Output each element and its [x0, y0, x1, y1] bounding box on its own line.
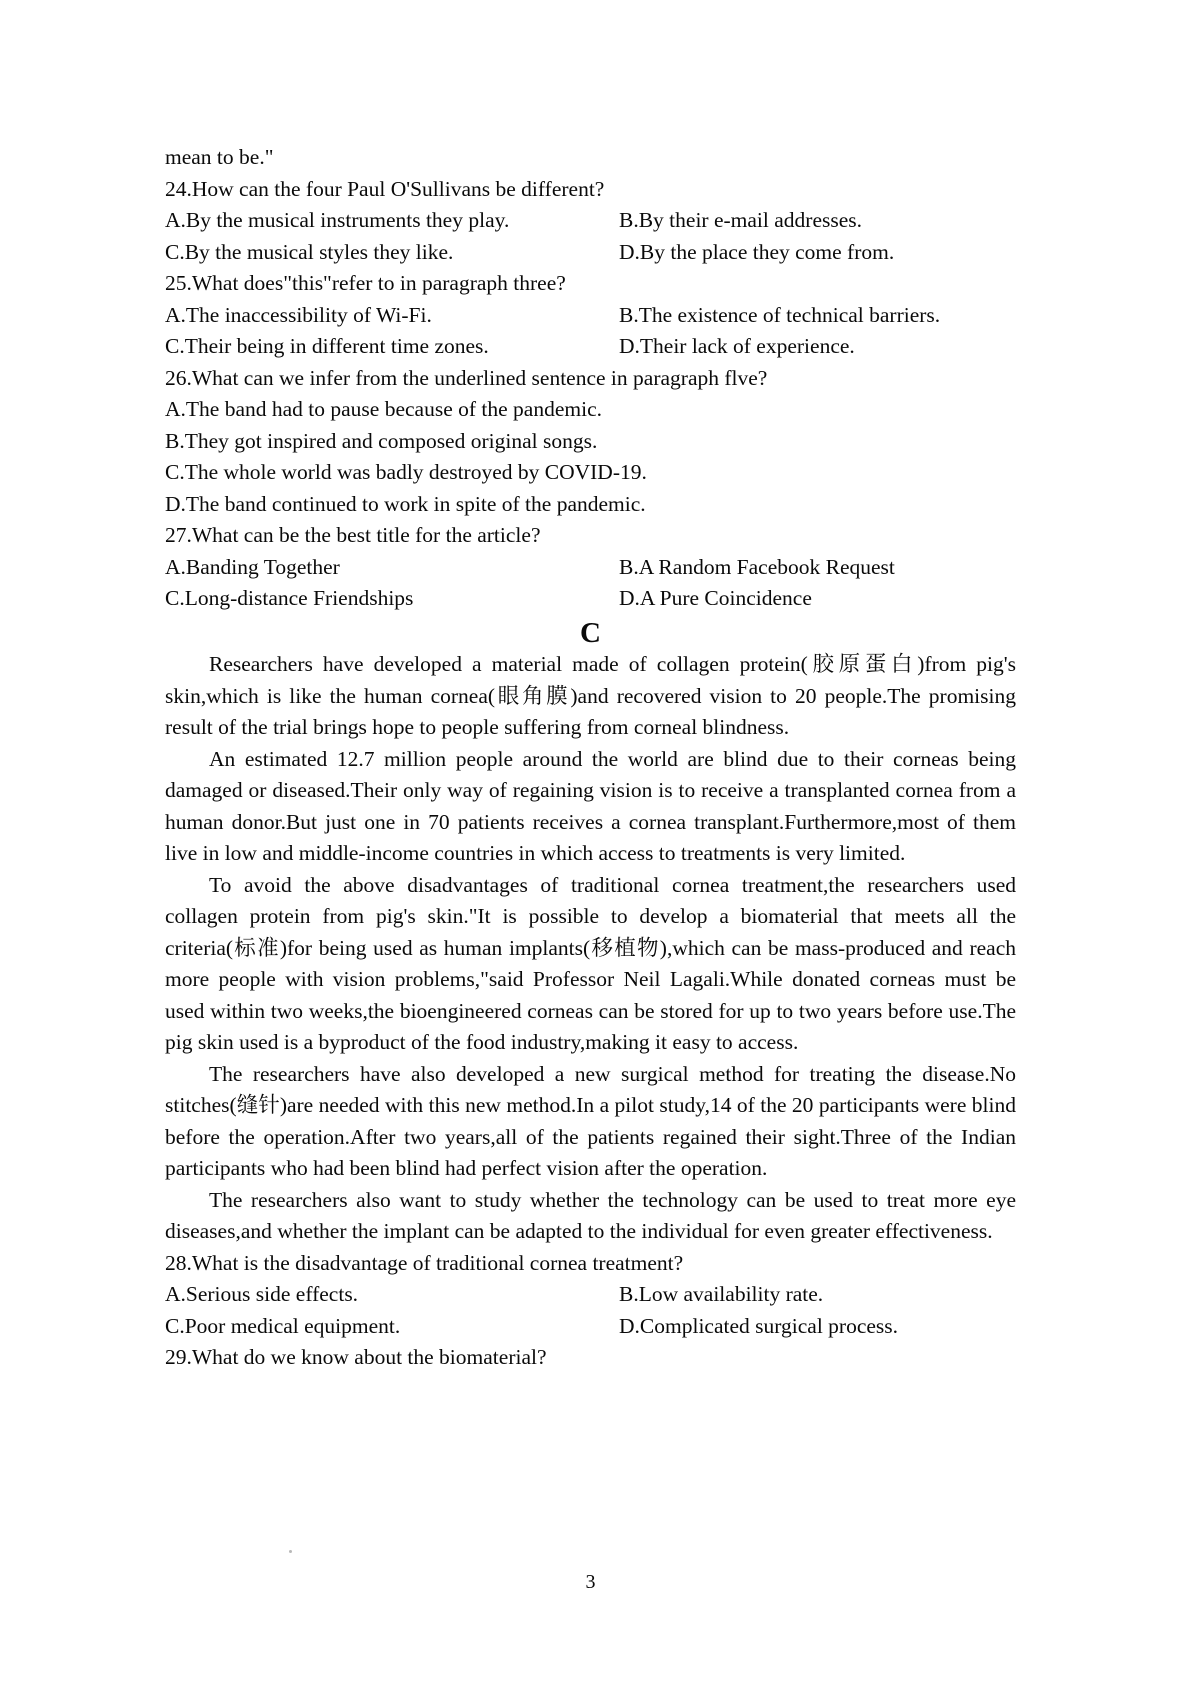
page-number: 3 — [585, 1571, 596, 1593]
question-28-option-d: D.Complicated surgical process. — [619, 1313, 899, 1338]
question-24-option-b: B.By their e-mail addresses. — [619, 208, 863, 232]
question-27-option-a: A.Banding Together — [165, 554, 340, 579]
question-28-option-b: B.Low availability rate. — [619, 1282, 824, 1306]
scan-speck — [289, 1550, 292, 1553]
passage-paragraph-2: An estimated 12.7 million people around the world are blind due to their corneas being damaged or diseased.Their only way of regaining vision is to receive a transplanted cornea from a human donor.But just one in 70 patients receives a cornea transplant.Furthermore,most of them live in low and middle-income countries in which access to treatments is very limited. — [165, 746, 1016, 865]
section-c-heading: C — [580, 616, 601, 649]
question-25-option-c: C.Their being in different time zones. — [165, 334, 489, 358]
question-26-stem: 26.What can we infer from the underlined sentence in paragraph flve? — [165, 365, 768, 390]
passage-paragraph-4: The researchers have also developed a new surgical method for treating the disease.No stitches(缝针)are needed with this new method.In a pilot study,14 of the 20 participants were blind before the operation.After two years,all of the patients regained their sight.Three of the Indian participants who had been blind had perfect vision after the operation. — [165, 1061, 1016, 1180]
question-28-option-a: A.Serious side effects. — [165, 1282, 359, 1306]
question-25-options-row-1 — [165, 300, 1016, 332]
question-24-options-row-1 — [165, 205, 1016, 237]
question-24-options-row-2 — [165, 237, 1016, 269]
question-28-stem: 28.What is the disadvantage of traditional cornea treatment? — [165, 1250, 684, 1275]
question-28-options-row-1 — [165, 1279, 1016, 1311]
question-26-option-a: A.The band had to pause because of the pandemic. — [165, 397, 603, 421]
text-column — [165, 142, 1016, 1374]
passage-paragraph-3: To avoid the above disadvantages of traditional cornea treatment,the researchers used collagen protein from pig's skin."It is possible to develop a biomaterial that meets all the criteria(标准)for being used as human implants(移植物),which can be mass-produced and reach more people with vision problems,"said Professor Neil Lagali.While donated corneas must be used within two weeks,the bioengineered corneas can be stored for up to two years before use.The pig skin used is a byproduct of the food industry,making it easy to access. — [165, 872, 1016, 1054]
question-27-stem: 27.What can be the best title for the article? — [165, 523, 541, 547]
question-24-option-c: C.By the musical styles they like. — [165, 239, 454, 264]
question-24-option-d: D.By the place they come from. — [619, 239, 895, 264]
question-24-stem: 24.How can the four Paul O'Sullivans be different? — [165, 176, 605, 201]
question-27-option-b: B.A Random Facebook Request — [619, 554, 895, 579]
question-25-option-d: D.Their lack of experience. — [619, 334, 855, 358]
question-25-option-b: B.The existence of technical barriers. — [619, 302, 941, 327]
question-24-option-a: A.By the musical instruments they play. — [165, 208, 510, 232]
question-29-stem: 29.What do we know about the biomaterial? — [165, 1345, 547, 1369]
question-27-options-row-2 — [165, 583, 1016, 615]
question-27-option-d: D.A Pure Coincidence — [619, 586, 812, 610]
carryover-text-fragment: mean to be." — [165, 145, 274, 169]
passage-paragraph-1: Researchers have developed a material made of collagen protein(胶原蛋白)from pig's skin,which is like the human cornea(眼角膜)and recovered vision to 20 people.The promising result of the trial brings hope to people suffering from corneal blindness. — [165, 652, 1016, 739]
question-25-options-row-2 — [165, 331, 1016, 363]
question-26-option-d: D.The band continued to work in spite of the pandemic. — [165, 491, 646, 516]
question-25-stem: 25.What does"this"refer to in paragraph three? — [165, 271, 566, 295]
question-26-option-c: C.The whole world was badly destroyed by COVID-19. — [165, 460, 647, 484]
question-28-options-row-2 — [165, 1311, 1016, 1343]
question-25-option-a: A.The inaccessibility of Wi-Fi. — [165, 302, 432, 327]
question-26-option-b: B.They got inspired and composed original songs. — [165, 428, 598, 453]
question-28-option-c: C.Poor medical equipment. — [165, 1313, 401, 1338]
question-27-options-row-1 — [165, 552, 1016, 584]
passage-paragraph-5: The researchers also want to study whether the technology can be used to treat more eye diseases,and whether the implant can be adapted to the individual for even greater effectiveness. — [165, 1187, 1016, 1243]
question-27-option-c: C.Long-distance Friendships — [165, 586, 414, 610]
